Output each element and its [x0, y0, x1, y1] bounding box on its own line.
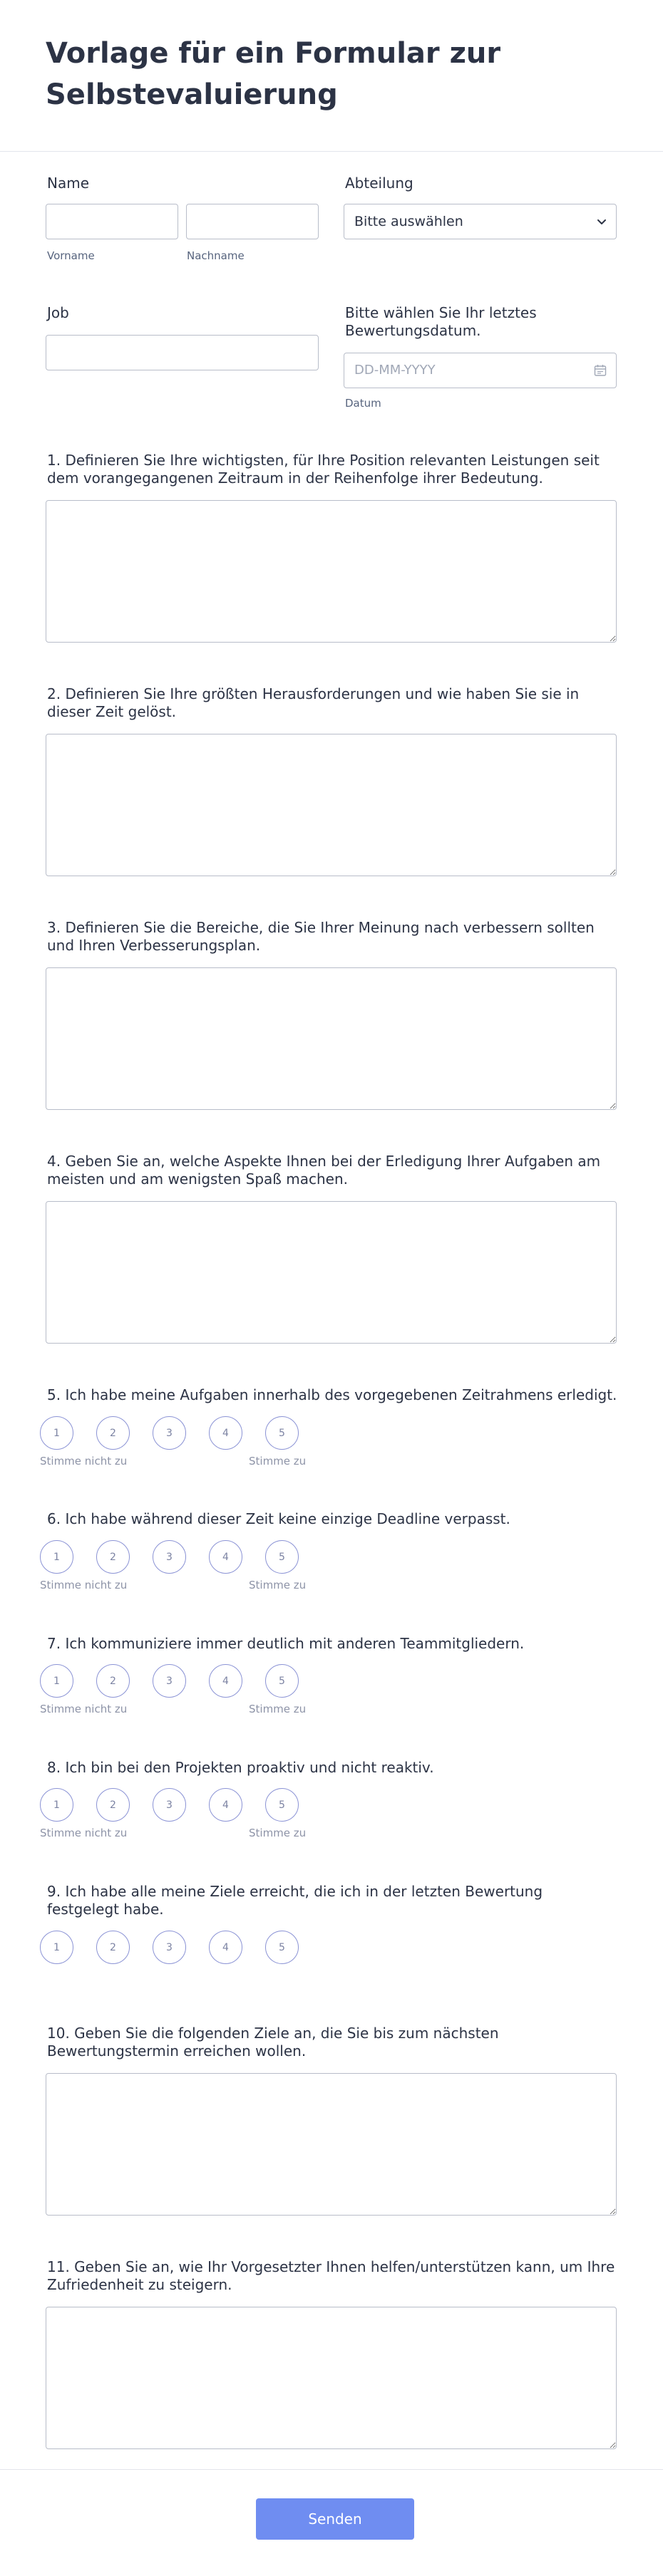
department-label: Abteilung — [345, 175, 413, 192]
first-name-input[interactable] — [46, 204, 178, 239]
question-9-scale — [40, 1931, 325, 1966]
question-2-textarea[interactable] — [46, 734, 617, 876]
scale-option-2[interactable]: 2 — [96, 1788, 130, 1822]
scale-option-5[interactable]: 5 — [265, 1788, 299, 1822]
scale-high-label: Stimme zu — [249, 1703, 307, 1715]
scale-option-3[interactable]: 3 — [153, 1931, 186, 1964]
question-5-scale — [40, 1416, 325, 1452]
department-select[interactable] — [344, 204, 617, 239]
question-7-scale — [40, 1664, 325, 1700]
submit-button[interactable]: Senden — [256, 2498, 414, 2540]
scale-option-1[interactable]: 1 — [40, 1931, 73, 1964]
question-4-textarea[interactable] — [46, 1201, 617, 1344]
question-1-label: 1. Definieren Sie Ihre wichtigsten, für Ihre Position relevanten Leistungen seit dem vorangegangenen Zeitraum in der Reihenfolge ihrer Bedeutung. — [47, 452, 600, 487]
scale-option-4[interactable]: 4 — [209, 1540, 242, 1574]
scale-option-2[interactable]: 2 — [96, 1664, 130, 1698]
name-label: Name — [47, 175, 90, 192]
review-date-label: Bitte wählen Sie Ihr letztes Bewertungsdatum. — [345, 304, 537, 339]
review-date-placeholder: DD-MM-YYYY — [354, 363, 436, 378]
footer-divider — [0, 2469, 663, 2470]
scale-option-4[interactable]: 4 — [209, 1416, 242, 1450]
first-name-sublabel: Vorname — [47, 249, 95, 262]
question-11-textarea[interactable] — [46, 2307, 617, 2449]
calendar-icon[interactable] — [593, 363, 607, 378]
scale-high-label: Stimme zu — [249, 1455, 307, 1468]
scale-option-4[interactable]: 4 — [209, 1788, 242, 1822]
scale-option-1[interactable]: 1 — [40, 1664, 73, 1698]
last-name-input[interactable] — [186, 204, 319, 239]
job-input[interactable] — [46, 335, 319, 370]
question-1-textarea[interactable] — [46, 500, 617, 643]
question-7-label: 7. Ich kommuniziere immer deutlich mit anderen Teammitgliedern. — [47, 1635, 525, 1652]
question-8-scale — [40, 1788, 325, 1824]
question-2-label: 2. Definieren Sie Ihre größten Herausforderungen und wie haben Sie sie in dieser Zeit gelöst. — [47, 685, 580, 720]
scale-low-label: Stimme nicht zu — [40, 1579, 128, 1591]
question-10-label: 10. Geben Sie die folgenden Ziele an, die Sie bis zum nächsten Bewertungstermin erreichen wollen. — [47, 2025, 499, 2060]
question-6-scale — [40, 1540, 325, 1576]
scale-option-5[interactable]: 5 — [265, 1931, 299, 1964]
page-title: Vorlage für ein Formular zur Selbstevaluierung — [46, 37, 501, 111]
scale-option-3[interactable]: 3 — [153, 1788, 186, 1822]
scale-option-5[interactable]: 5 — [265, 1540, 299, 1574]
question-4-label: 4. Geben Sie an, welche Aspekte Ihnen bei der Erledigung Ihrer Aufgaben am meisten und am wenigsten Spaß machen. — [47, 1153, 601, 1188]
question-8-label: 8. Ich bin bei den Projekten proaktiv und nicht reaktiv. — [47, 1759, 434, 1776]
scale-high-label: Stimme zu — [249, 1579, 307, 1591]
question-10-textarea[interactable] — [46, 2073, 617, 2216]
scale-low-label: Stimme nicht zu — [40, 1703, 128, 1715]
question-11-label: 11. Geben Sie an, wie Ihr Vorgesetzter Ihnen helfen/unterstützen kann, um Ihre Zufriedenheit zu steigern. — [47, 2258, 615, 2293]
scale-option-1[interactable]: 1 — [40, 1788, 73, 1822]
scale-option-2[interactable]: 2 — [96, 1540, 130, 1574]
question-3-textarea[interactable] — [46, 967, 617, 1110]
scale-option-3[interactable]: 3 — [153, 1664, 186, 1698]
scale-option-3[interactable]: 3 — [153, 1416, 186, 1450]
scale-low-label: Stimme nicht zu — [40, 1827, 128, 1839]
question-5-label: 5. Ich habe meine Aufgaben innerhalb des vorgegebenen Zeitrahmens erledigt. — [47, 1386, 617, 1403]
scale-option-5[interactable]: 5 — [265, 1664, 299, 1698]
scale-option-1[interactable]: 1 — [40, 1540, 73, 1574]
review-date-sublabel: Datum — [345, 397, 381, 410]
scale-option-5[interactable]: 5 — [265, 1416, 299, 1450]
question-6-label: 6. Ich habe während dieser Zeit keine einzige Deadline verpasst. — [47, 1510, 510, 1527]
chevron-down-icon — [595, 214, 609, 229]
scale-low-label: Stimme nicht zu — [40, 1455, 128, 1468]
scale-option-4[interactable]: 4 — [209, 1664, 242, 1698]
scale-option-2[interactable]: 2 — [96, 1931, 130, 1964]
last-name-sublabel: Nachname — [187, 249, 245, 262]
scale-option-4[interactable]: 4 — [209, 1931, 242, 1964]
question-9-label: 9. Ich habe alle meine Ziele erreicht, die ich in der letzten Bewertung festgelegt habe. — [47, 1883, 543, 1918]
job-label: Job — [47, 304, 69, 321]
form-header — [0, 0, 663, 152]
scale-option-2[interactable]: 2 — [96, 1416, 130, 1450]
scale-option-1[interactable]: 1 — [40, 1416, 73, 1450]
question-3-label: 3. Definieren Sie die Bereiche, die Sie Ihrer Meinung nach verbessern sollten und Ihren Verbesserungsplan. — [47, 919, 595, 954]
scale-option-3[interactable]: 3 — [153, 1540, 186, 1574]
department-select-value: Bitte auswählen — [354, 214, 463, 229]
review-date-input[interactable] — [344, 353, 617, 388]
scale-high-label: Stimme zu — [249, 1827, 307, 1839]
